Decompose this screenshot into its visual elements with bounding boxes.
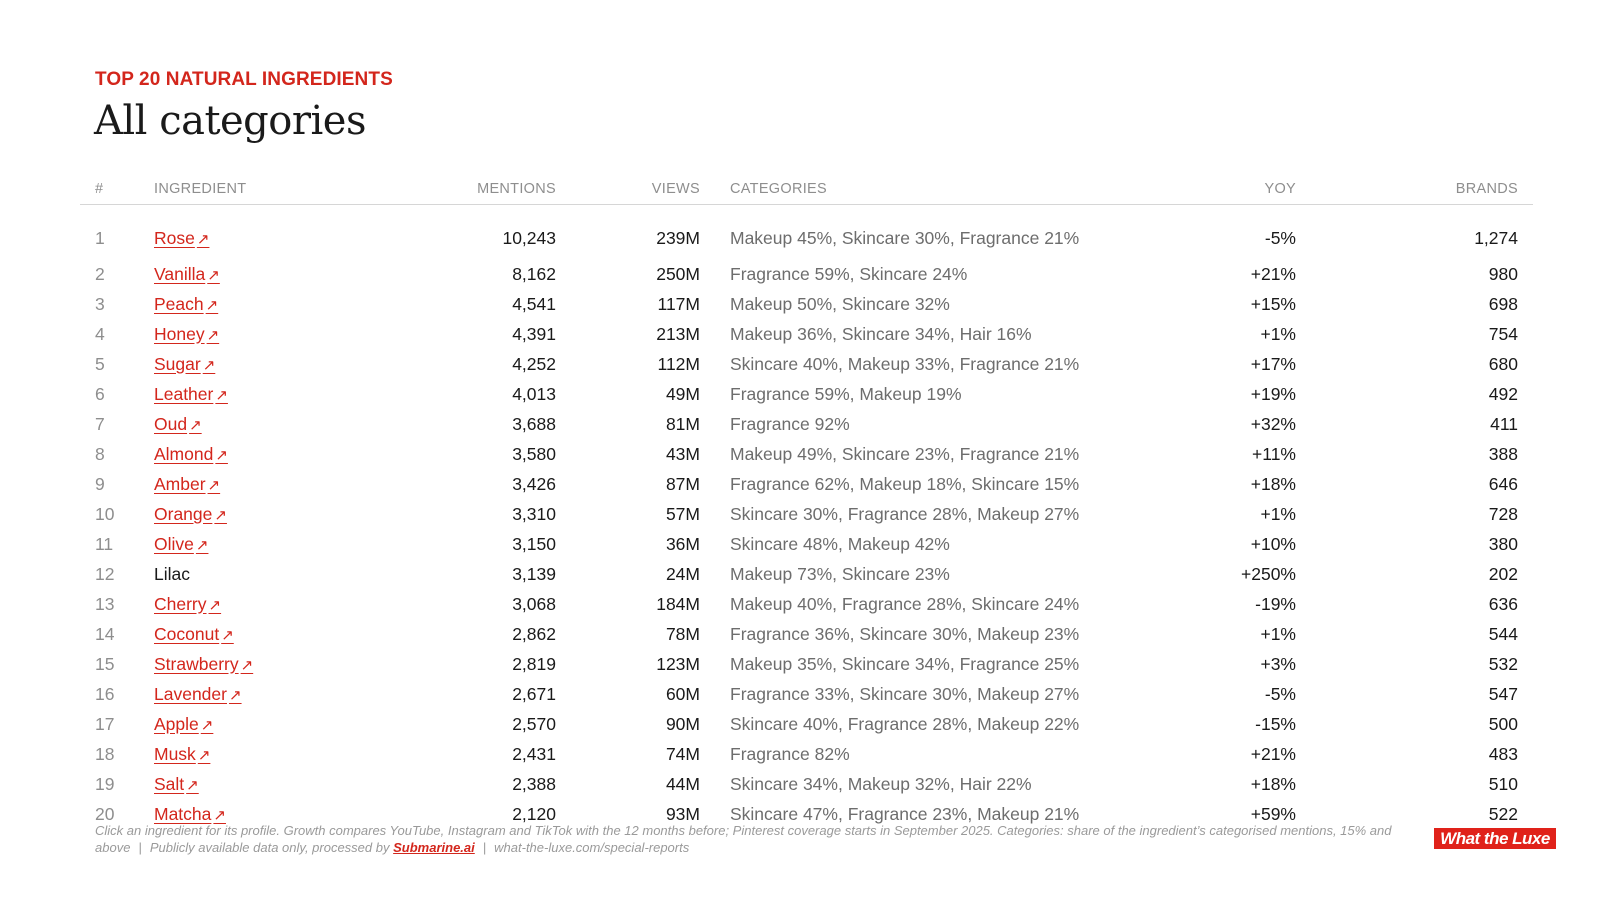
submarine-link[interactable]: Submarine.ai bbox=[393, 840, 475, 855]
table-row bbox=[80, 205, 1533, 260]
ingredient-link[interactable] bbox=[154, 264, 220, 284]
ingredient-name: Olive bbox=[154, 533, 194, 554]
rank-cell: 12 bbox=[95, 563, 115, 584]
yoy-cell: +21% bbox=[1250, 263, 1296, 284]
table-row bbox=[80, 649, 1533, 679]
table-row bbox=[80, 559, 1533, 589]
categories-cell: Skincare 34%, Makeup 32%, Hair 22% bbox=[730, 773, 1032, 794]
ingredient-link[interactable] bbox=[154, 624, 234, 644]
rank-cell: 15 bbox=[95, 653, 115, 674]
yoy-cell: -5% bbox=[1264, 683, 1296, 704]
external-link-icon: ↗ bbox=[195, 536, 209, 554]
views-cell: 43M bbox=[665, 443, 700, 464]
external-link-icon: ↗ bbox=[205, 296, 219, 314]
rank-cell: 8 bbox=[95, 443, 105, 464]
col-header-views: VIEWS bbox=[571, 174, 715, 205]
brands-cell: 492 bbox=[1488, 383, 1518, 404]
ingredient-name: Honey bbox=[154, 323, 205, 344]
table-body bbox=[80, 205, 1533, 830]
views-cell: 239M bbox=[656, 227, 700, 248]
table-row bbox=[80, 499, 1533, 529]
ingredient-cell bbox=[139, 679, 339, 709]
rank-cell: 19 bbox=[95, 773, 115, 794]
views-cell: 81M bbox=[665, 413, 700, 434]
views-cell: 57M bbox=[665, 503, 700, 524]
ingredient-name: Apple bbox=[154, 713, 199, 734]
categories-cell: Makeup 73%, Skincare 23% bbox=[730, 563, 950, 584]
table-row bbox=[80, 619, 1533, 649]
views-cell: 44M bbox=[665, 773, 700, 794]
table-row bbox=[80, 259, 1533, 289]
ingredient-cell bbox=[139, 619, 339, 649]
rank-cell: 3 bbox=[95, 293, 105, 314]
ingredient-link[interactable] bbox=[154, 534, 208, 554]
col-header-mentions: MENTIONS bbox=[339, 174, 571, 205]
yoy-cell: +11% bbox=[1252, 443, 1296, 464]
views-cell: 184M bbox=[656, 593, 700, 614]
mentions-cell: 2,862 bbox=[512, 623, 556, 644]
categories-cell: Fragrance 59%, Skincare 24% bbox=[730, 263, 968, 284]
ingredient-cell bbox=[139, 589, 339, 619]
mentions-cell: 3,310 bbox=[512, 503, 556, 524]
ingredient-name: Oud bbox=[154, 413, 188, 434]
external-link-icon: ↗ bbox=[208, 596, 222, 614]
categories-cell: Skincare 47%, Fragrance 23%, Makeup 21% bbox=[730, 803, 1080, 824]
views-cell: 49M bbox=[665, 383, 700, 404]
categories-cell: Makeup 36%, Skincare 34%, Hair 16% bbox=[730, 323, 1032, 344]
report-kicker: TOP 20 NATURAL INGREDIENTS bbox=[95, 69, 393, 90]
mentions-cell: 3,580 bbox=[512, 443, 556, 464]
ingredient-cell bbox=[139, 319, 339, 349]
external-link-icon: ↗ bbox=[215, 446, 228, 464]
ingredient-link[interactable] bbox=[154, 324, 219, 344]
categories-cell: Fragrance 62%, Makeup 18%, Skincare 15% bbox=[730, 473, 1080, 494]
mentions-cell: 10,243 bbox=[502, 227, 556, 248]
views-cell: 93M bbox=[665, 803, 700, 824]
rank-cell: 1 bbox=[95, 227, 105, 248]
ingredient-name: Musk bbox=[154, 743, 196, 764]
mentions-cell: 2,120 bbox=[512, 803, 556, 824]
table-row bbox=[80, 769, 1533, 799]
ingredient-cell bbox=[139, 379, 339, 409]
table-row bbox=[80, 529, 1533, 559]
categories-cell: Fragrance 33%, Skincare 30%, Makeup 27% bbox=[730, 683, 1080, 704]
rank-cell: 11 bbox=[95, 533, 114, 554]
ingredient-cell bbox=[139, 439, 339, 469]
ingredient-name: Amber bbox=[154, 473, 206, 494]
brands-cell: 510 bbox=[1488, 773, 1518, 794]
categories-cell: Skincare 40%, Fragrance 28%, Makeup 22% bbox=[730, 713, 1080, 734]
ingredient-cell bbox=[139, 205, 339, 260]
mentions-cell: 4,252 bbox=[512, 353, 556, 374]
brands-cell: 522 bbox=[1488, 803, 1518, 824]
table-row bbox=[80, 589, 1533, 619]
table-row bbox=[80, 379, 1533, 409]
what-the-luxe-logo: What the Luxe bbox=[1434, 828, 1556, 849]
mentions-cell: 2,819 bbox=[512, 653, 556, 674]
brands-cell: 202 bbox=[1488, 563, 1518, 584]
categories-cell: Makeup 40%, Fragrance 28%, Skincare 24% bbox=[730, 593, 1080, 614]
footer-separator: | bbox=[482, 840, 487, 855]
ingredient-link[interactable] bbox=[154, 414, 202, 434]
brands-cell: 483 bbox=[1488, 743, 1518, 764]
table-row bbox=[80, 439, 1533, 469]
rank-cell: 20 bbox=[95, 803, 115, 824]
table-row bbox=[80, 289, 1533, 319]
table-row bbox=[80, 469, 1533, 499]
mentions-cell: 2,431 bbox=[512, 743, 556, 764]
ingredient-name: Cherry bbox=[154, 593, 207, 614]
ingredient-link[interactable] bbox=[154, 684, 242, 704]
yoy-cell: +1% bbox=[1260, 503, 1296, 524]
yoy-cell: -19% bbox=[1255, 593, 1296, 614]
external-link-icon: ↗ bbox=[214, 506, 227, 524]
views-cell: 250M bbox=[656, 263, 700, 284]
ingredient-cell bbox=[139, 709, 339, 739]
ingredient-cell bbox=[139, 469, 339, 499]
external-link-icon: ↗ bbox=[206, 326, 220, 344]
mentions-cell: 2,388 bbox=[512, 773, 556, 794]
views-cell: 87M bbox=[665, 473, 700, 494]
ingredient-link[interactable] bbox=[154, 384, 228, 404]
col-header-brands: BRANDS bbox=[1311, 174, 1533, 205]
brands-cell: 680 bbox=[1488, 353, 1518, 374]
col-header-categories: CATEGORIES bbox=[715, 174, 1155, 205]
views-cell: 213M bbox=[656, 323, 700, 344]
ingredient-link[interactable] bbox=[154, 594, 221, 614]
external-link-icon: ↗ bbox=[200, 716, 214, 734]
ingredient-name: Vanilla bbox=[154, 263, 206, 284]
external-link-icon: ↗ bbox=[215, 386, 228, 404]
brands-cell: 646 bbox=[1488, 473, 1518, 494]
footer-note bbox=[95, 822, 1395, 856]
ingredient-link[interactable] bbox=[154, 774, 199, 794]
categories-cell: Fragrance 82% bbox=[730, 743, 850, 764]
table-header-row bbox=[80, 174, 1533, 205]
ingredient-name: Lilac bbox=[154, 563, 190, 584]
ingredient-cell bbox=[139, 499, 339, 529]
ingredients-table bbox=[80, 174, 1533, 829]
categories-cell: Skincare 30%, Fragrance 28%, Makeup 27% bbox=[730, 503, 1080, 524]
ingredient-cell bbox=[139, 559, 339, 589]
brands-cell: 728 bbox=[1488, 503, 1518, 524]
ingredient-link[interactable] bbox=[154, 744, 210, 764]
brands-cell: 547 bbox=[1488, 683, 1518, 704]
brands-cell: 980 bbox=[1488, 263, 1518, 284]
ingredient-name: Matcha bbox=[154, 803, 212, 824]
table-row bbox=[80, 319, 1533, 349]
views-cell: 24M bbox=[665, 563, 700, 584]
rank-cell: 18 bbox=[95, 743, 115, 764]
yoy-cell: +18% bbox=[1250, 773, 1296, 794]
table-row bbox=[80, 679, 1533, 709]
brands-cell: 754 bbox=[1488, 323, 1518, 344]
yoy-cell: +1% bbox=[1260, 623, 1296, 644]
rank-cell: 5 bbox=[95, 353, 105, 374]
brands-cell: 698 bbox=[1488, 293, 1518, 314]
rank-cell: 17 bbox=[95, 713, 115, 734]
yoy-cell: +15% bbox=[1250, 293, 1296, 314]
ingredient-cell bbox=[139, 289, 339, 319]
mentions-cell: 3,139 bbox=[512, 563, 556, 584]
rank-cell: 2 bbox=[95, 263, 105, 284]
views-cell: 123M bbox=[656, 653, 700, 674]
ingredient-name: Lavender bbox=[154, 683, 227, 704]
brands-cell: 388 bbox=[1488, 443, 1518, 464]
mentions-cell: 3,426 bbox=[512, 473, 556, 494]
mentions-cell: 3,688 bbox=[512, 413, 556, 434]
yoy-cell: +1% bbox=[1260, 323, 1296, 344]
views-cell: 74M bbox=[665, 743, 700, 764]
external-link-icon: ↗ bbox=[207, 266, 220, 284]
rank-cell: 9 bbox=[95, 473, 105, 494]
brands-cell: 411 bbox=[1490, 413, 1518, 434]
categories-cell: Fragrance 36%, Skincare 30%, Makeup 23% bbox=[730, 623, 1080, 644]
yoy-cell: +17% bbox=[1250, 353, 1296, 374]
ingredient-cell bbox=[139, 259, 339, 289]
views-cell: 78M bbox=[665, 623, 700, 644]
table-row bbox=[80, 709, 1533, 739]
ingredient-link[interactable] bbox=[154, 804, 226, 824]
ingredient-name: Strawberry bbox=[154, 653, 239, 674]
views-cell: 60M bbox=[665, 683, 700, 704]
ingredient-name: Almond bbox=[154, 443, 214, 464]
brands-cell: 500 bbox=[1488, 713, 1518, 734]
external-link-icon: ↗ bbox=[202, 356, 216, 374]
categories-cell: Makeup 49%, Skincare 23%, Fragrance 21% bbox=[730, 443, 1080, 464]
mentions-cell: 8,162 bbox=[512, 263, 556, 284]
page-title: All categories bbox=[94, 98, 366, 144]
table-row bbox=[80, 739, 1533, 769]
views-cell: 117M bbox=[657, 293, 700, 314]
ingredient-cell bbox=[139, 349, 339, 379]
col-header-rank: # bbox=[80, 174, 139, 205]
external-link-icon: ↗ bbox=[240, 656, 254, 674]
ingredient-link[interactable] bbox=[154, 654, 253, 674]
yoy-cell: +19% bbox=[1250, 383, 1296, 404]
yoy-cell: +250% bbox=[1241, 563, 1296, 584]
external-link-icon: ↗ bbox=[197, 746, 211, 764]
ingredient-cell bbox=[139, 739, 339, 769]
yoy-cell: +10% bbox=[1250, 533, 1296, 554]
footer-separator: | bbox=[138, 840, 142, 855]
ingredient-link[interactable] bbox=[154, 714, 213, 734]
mentions-cell: 3,068 bbox=[512, 593, 556, 614]
mentions-cell: 2,671 bbox=[512, 683, 556, 704]
rank-cell: 13 bbox=[95, 593, 115, 614]
ingredient-name: Coconut bbox=[154, 623, 220, 644]
ingredient-link[interactable] bbox=[154, 444, 228, 464]
external-link-icon: ↗ bbox=[196, 230, 210, 248]
categories-cell: Fragrance 59%, Makeup 19% bbox=[730, 383, 962, 404]
footer-source-prefix: Publicly available data only, processed by bbox=[149, 840, 390, 855]
views-cell: 36M bbox=[665, 533, 700, 554]
ingredient-name: Rose bbox=[154, 227, 195, 248]
ingredient-link[interactable] bbox=[154, 228, 209, 248]
yoy-cell: -15% bbox=[1255, 713, 1296, 734]
rank-cell: 16 bbox=[95, 683, 115, 704]
table-row bbox=[80, 409, 1533, 439]
footer-site[interactable]: what-the-luxe.com/special-reports bbox=[494, 840, 690, 855]
external-link-icon: ↗ bbox=[213, 806, 226, 824]
rank-cell: 6 bbox=[95, 383, 105, 404]
brands-cell: 532 bbox=[1488, 653, 1518, 674]
categories-cell: Makeup 50%, Skincare 32% bbox=[730, 293, 950, 314]
yoy-cell: -5% bbox=[1264, 227, 1296, 248]
ingredient-link[interactable] bbox=[154, 294, 218, 314]
categories-cell: Skincare 40%, Makeup 33%, Fragrance 21% bbox=[730, 353, 1080, 374]
ingredient-name: Peach bbox=[154, 293, 204, 314]
brands-cell: 544 bbox=[1488, 623, 1518, 644]
ingredient-link[interactable] bbox=[154, 504, 227, 524]
footer-methodology: Click an ingredient for its profile. Growth compares YouTube, Instagram and TikTok with the 12 months before; Pinterest coverage starts in September 2025. Categories: share of the ingredient’s categorised mentions, 15% and above bbox=[95, 823, 1392, 855]
mentions-cell: 2,570 bbox=[512, 713, 556, 734]
ingredient-cell bbox=[139, 769, 339, 799]
views-cell: 90M bbox=[665, 713, 700, 734]
ingredient-cell bbox=[139, 409, 339, 439]
external-link-icon: ↗ bbox=[189, 416, 202, 434]
external-link-icon: ↗ bbox=[207, 476, 221, 494]
rank-cell: 10 bbox=[95, 503, 115, 524]
rank-cell: 4 bbox=[95, 323, 105, 344]
external-link-icon: ↗ bbox=[228, 686, 242, 704]
categories-cell: Makeup 45%, Skincare 30%, Fragrance 21% bbox=[730, 227, 1080, 248]
ingredient-name: Sugar bbox=[154, 353, 201, 374]
ingredient-link[interactable] bbox=[154, 354, 215, 374]
yoy-cell: +18% bbox=[1250, 473, 1296, 494]
rank-cell: 7 bbox=[95, 413, 105, 434]
yoy-cell: +3% bbox=[1260, 653, 1296, 674]
categories-cell: Fragrance 92% bbox=[730, 413, 850, 434]
mentions-cell: 4,013 bbox=[512, 383, 556, 404]
ingredient-link[interactable] bbox=[154, 474, 220, 494]
table-row bbox=[80, 349, 1533, 379]
external-link-icon: ↗ bbox=[221, 626, 234, 644]
yoy-cell: +59% bbox=[1250, 803, 1296, 824]
rank-cell: 14 bbox=[95, 623, 115, 644]
views-cell: 112M bbox=[657, 353, 700, 374]
ingredient-name: Salt bbox=[154, 773, 185, 794]
col-header-yoy: YOY bbox=[1155, 174, 1311, 205]
mentions-cell: 4,391 bbox=[512, 323, 556, 344]
yoy-cell: +32% bbox=[1250, 413, 1296, 434]
brands-cell: 1,274 bbox=[1474, 227, 1518, 248]
yoy-cell: +21% bbox=[1250, 743, 1296, 764]
external-link-icon: ↗ bbox=[186, 776, 199, 794]
col-header-ingredient: INGREDIENT bbox=[139, 174, 339, 205]
ingredient-name: Leather bbox=[154, 383, 214, 404]
brands-cell: 636 bbox=[1488, 593, 1518, 614]
ingredient-cell bbox=[139, 529, 339, 559]
mentions-cell: 3,150 bbox=[512, 533, 556, 554]
ingredient-name: Orange bbox=[154, 503, 213, 524]
mentions-cell: 4,541 bbox=[512, 293, 556, 314]
categories-cell: Skincare 48%, Makeup 42% bbox=[730, 533, 950, 554]
brands-cell: 380 bbox=[1488, 533, 1518, 554]
ingredient-cell bbox=[139, 649, 339, 679]
categories-cell: Makeup 35%, Skincare 34%, Fragrance 25% bbox=[730, 653, 1080, 674]
